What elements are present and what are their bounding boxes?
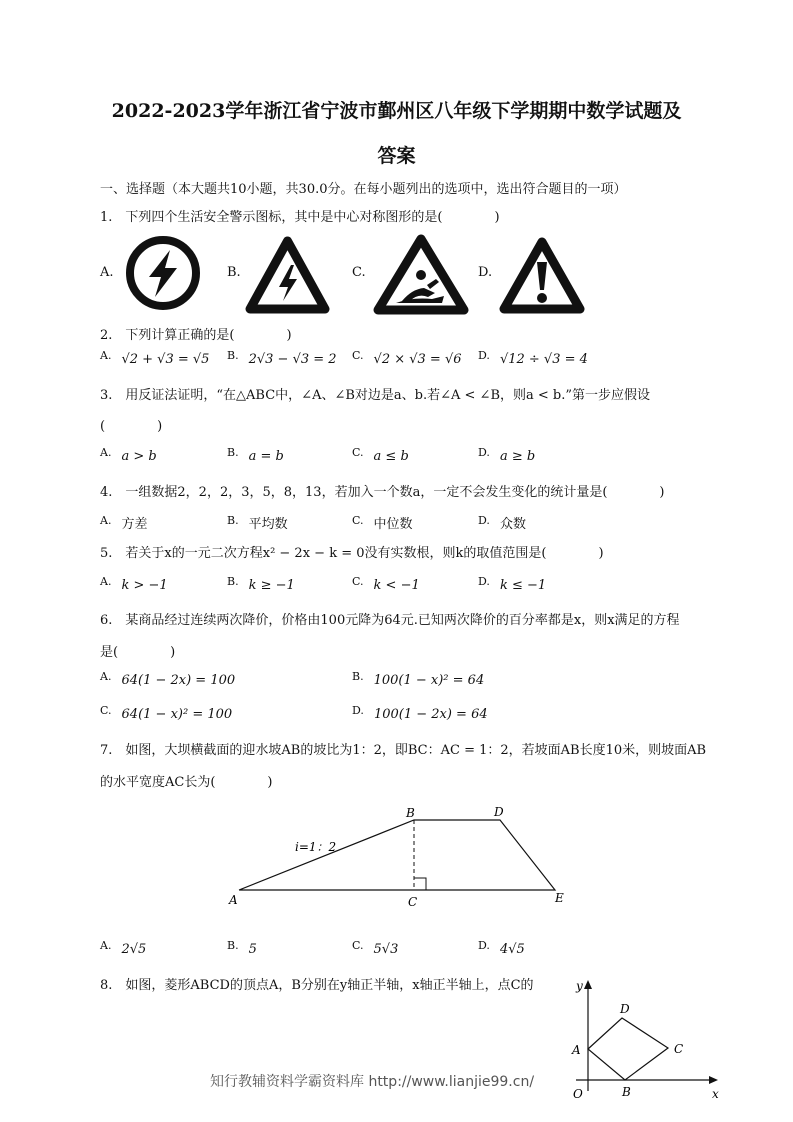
point-b-label: B <box>406 806 415 820</box>
q1-stem: 1. 下列四个生活安全警示图标，其中是中心对称图形的是( ) <box>100 210 500 225</box>
q7-stem-cont: 的水平宽度AC长为( ) <box>100 775 273 790</box>
q6-stem: 6. 某商品经过连续两次降价，价格由100元降为64元.已知两次降价的百分率都是x，则x满足的方程 <box>100 613 680 628</box>
q7-option-a[interactable]: $^{A.}$ 2√5 <box>100 939 147 957</box>
q3-option-c[interactable]: $^{C.}$ a ≤ b <box>352 446 409 464</box>
point-d-label: D <box>494 805 504 819</box>
right-angle-mark <box>414 878 426 890</box>
dam-outline <box>239 820 555 890</box>
point-c-label: C <box>408 895 418 909</box>
q3-option-a[interactable]: $^{A.}$ a > b <box>100 446 157 464</box>
point-d-label: D <box>620 1002 630 1016</box>
x-axis-label: x <box>712 1087 719 1101</box>
q4-stem: 4. 一组数据2，2，2，3，5，8，13，若加入一个数a，一定不会发生变化的统计量是( ) <box>100 485 665 500</box>
q1-label-a: A. <box>100 265 114 280</box>
section-heading: 一、选择题（本大题共10小题，共30.0分。在每小题列出的选项中，选出符合题目的一项） <box>100 182 627 197</box>
q2-option-d[interactable]: $^{D.}$ √12 ÷ √3 = 4 <box>478 349 588 367</box>
rhombus-abcd <box>588 1018 668 1080</box>
q4-option-b[interactable]: $^{B.}$ 平均数 <box>227 514 288 532</box>
q1-label-d: D. <box>478 265 493 280</box>
q5-option-d[interactable]: $^{D.}$ k ≤ −1 <box>478 575 547 593</box>
q3-stem: 3. 用反证法证明，“在△ABC中，∠A、∠B对边是a、b.若∠A < ∠B，则a < b.”第一步应假设 <box>100 388 650 403</box>
q5-option-c[interactable]: $^{C.}$ k < −1 <box>352 575 420 593</box>
q1-label-c: C. <box>352 265 366 280</box>
slope-ratio-label: i=1：2 <box>295 840 337 854</box>
q7-option-c[interactable]: $^{C.}$ 5√3 <box>352 939 399 957</box>
q6-option-c[interactable]: $^{C.}$ 64(1 − x)² = 100 <box>100 704 233 722</box>
q5-option-b[interactable]: $^{B.}$ k ≥ −1 <box>227 575 295 593</box>
q3-stem-cont: ( ) <box>100 419 163 434</box>
q7-option-b[interactable]: $^{B.}$ 5 <box>227 939 257 957</box>
electric-hazard-triangle-icon <box>245 235 330 315</box>
q4-option-a[interactable]: $^{A.}$ 方差 <box>100 514 148 532</box>
q5-option-a[interactable]: $^{A.}$ k > −1 <box>100 575 168 593</box>
point-a-label: A <box>229 893 238 907</box>
exclamation-triangle-icon <box>498 235 586 315</box>
q2-stem: 2. 下列计算正确的是( ) <box>100 328 292 343</box>
point-e-label: E <box>555 891 564 905</box>
rhombus-coordinate-diagram <box>562 976 732 1104</box>
q7-option-d[interactable]: $^{D.}$ 4√5 <box>478 939 525 957</box>
q2-option-b[interactable]: $^{B.}$ 2√3 − √3 = 2 <box>227 349 337 367</box>
point-b-label: B <box>622 1085 631 1099</box>
q6-option-d[interactable]: $^{D.}$ 100(1 − 2x) = 64 <box>352 704 488 722</box>
point-a-label: A <box>572 1043 581 1057</box>
q4-option-d[interactable]: $^{D.}$ 众数 <box>478 514 526 532</box>
q5-stem: 5. 若关于x的一元二次方程x² − 2x − k = 0没有实数根，则k的取值范围是( ) <box>100 546 604 561</box>
point-c-label: C <box>674 1042 684 1056</box>
footer-watermark: 知行教辅资料学霸资料库 http://www.lianjie99.cn/ <box>210 1074 535 1090</box>
page-title-line2: 答案 <box>377 145 416 167</box>
y-axis-arrow <box>584 980 592 989</box>
q6-option-a[interactable]: $^{A.}$ 64(1 − 2x) = 100 <box>100 670 236 688</box>
lightning-circle-icon <box>122 232 204 314</box>
y-axis-label: y <box>576 979 583 993</box>
q6-stem-cont: 是( ) <box>100 645 176 660</box>
q8-stem: 8. 如图，菱形ABCD的顶点A，B分别在y轴正半轴，x轴正半轴上，点C的 <box>100 978 534 993</box>
q1-label-b: B. <box>227 265 241 280</box>
q6-option-b[interactable]: $^{B.}$ 100(1 − x)² = 64 <box>352 670 485 688</box>
q3-option-d[interactable]: $^{D.}$ a ≥ b <box>478 446 536 464</box>
q7-stem: 7. 如图，大坝横截面的迎水坡AB的坡比为1：2，即BC：AC = 1：2，若坡面AB长度10米，则坡面AB <box>100 743 707 758</box>
q3-option-b[interactable]: $^{B.}$ a = b <box>227 446 284 464</box>
q2-option-c[interactable]: $^{C.}$ √2 × √3 = √6 <box>352 349 462 367</box>
dam-cross-section-diagram <box>225 800 575 912</box>
q2-option-a[interactable]: $^{A.}$ √2 + √3 = √5 <box>100 349 210 367</box>
x-axis-arrow <box>709 1076 718 1084</box>
page-title-line1: 2022-2023学年浙江省宁波市鄞州区八年级下学期期中数学试题及 <box>111 100 682 122</box>
slippery-floor-triangle-icon <box>372 233 470 315</box>
q4-option-c[interactable]: $^{C.}$ 中位数 <box>352 514 413 532</box>
origin-label: O <box>573 1087 583 1101</box>
